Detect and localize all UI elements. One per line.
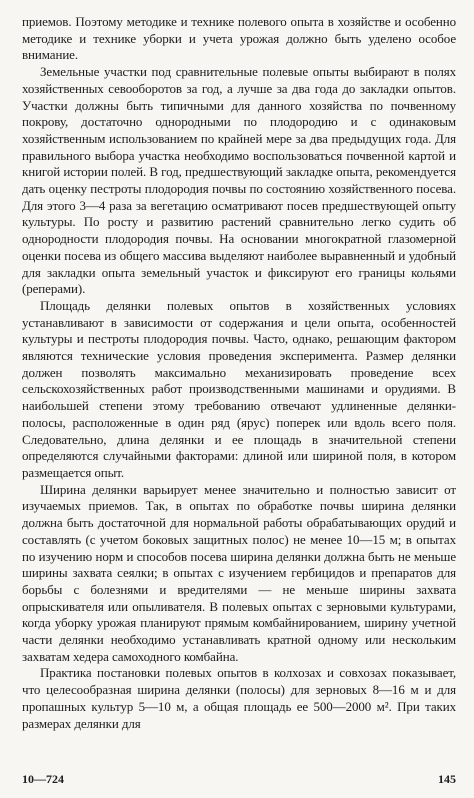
paragraph-1: приемов. Поэтому методике и технике полевого опыта в хозяйстве и особенно методике и технике уборки и учета урожая должно быть уделено особое внимание.	[22, 14, 456, 63]
paragraph-5: Практика постановки полевых опытов в колхозах и совхозах показывает, что целесообразная ширина делянки (полосы) для зерновых 8—16 м и для пропашных культур 5—10 м, а общая площадь ее 500—2000 м². При таких размерах делянки для	[22, 665, 456, 731]
paragraph-3: Площадь делянки полевых опытов в хозяйственных условиях устанавливают в зависимости от содержания и цели опыта, особенностей культуры и пестроты плодородия почвы. Часто, однако, решающим фактором являются технические условия проведения эксперимента. Размер делянки должен позволять максимально механизировать проведение всех сельскохозяйственных работ производственными машинами и орудиями. В наибольшей степени этому требованию отвечают удлиненные делянки-полосы, расположенные в один ряд (ярус) поперек или вдоль всего поля. Следовательно, длина делянки и ее площадь в значительной степени определяются случайными факторами: длиной или шириной поля, в котором размещается опыт.	[22, 297, 456, 480]
page-number: 145	[438, 772, 456, 786]
paragraph-4: Ширина делянки варьирует менее значительно и полностью зависит от изучаемых приемов. Так, в опытах по обработке почвы ширина делянки должна быть достаточной для нормальной работы обрабатывающих орудий и составлять (с учетом боковых защитных полос) не менее 10—15 м; в опытах по изучению норм и способов посева ширина делянки должна быть не меньше ширины захвата сеялки; в опытах с изучением гербицидов и препаратов для борьбы с болезнями и вредителями — не меньше ширины захвата опрыскивателя или опыливателя. В полевых опытах с зерновыми культурами, когда уборку урожая планируют прямым комбайнированием, ширину учетной части делянки необходимо устанавливать кратной одному или нескольким захватам хедера самоходного комбайна.	[22, 481, 456, 664]
body-text	[22, 14, 456, 732]
printer-signature: 10—724	[22, 772, 64, 786]
paragraph-2: Земельные участки под сравнительные полевые опыты выбирают в полях хозяйственных севооборотов за год, а лучше за два года до закладки опытов. Участки должны быть типичными для данного хозяйства по почвенному покрову, достаточно однородными по плодородию и с одинаковым хозяйственным использованием по крайней мере за два предыдущих года. Для правильного выбора участка необходимо воспользоваться почвенной картой и книгой истории полей. В год, предшествующий закладке опыта, рекомендуется дать оценку пестроты плодородия почвы по состоянию хозяйственного посева. Для этого 3—4 раза за вегетацию осматривают посев предшествующей опыту культуры. По росту и развитию растений сравнительно легко судить об однородности плодородия почвы. На основании многократной глазомерной оценки посева из общего массива выделяют наиболее выравненный и удобный для закладки опыта земельный участок и фиксируют его границы кольями (реперами).	[22, 64, 456, 297]
page-footer	[22, 772, 456, 787]
